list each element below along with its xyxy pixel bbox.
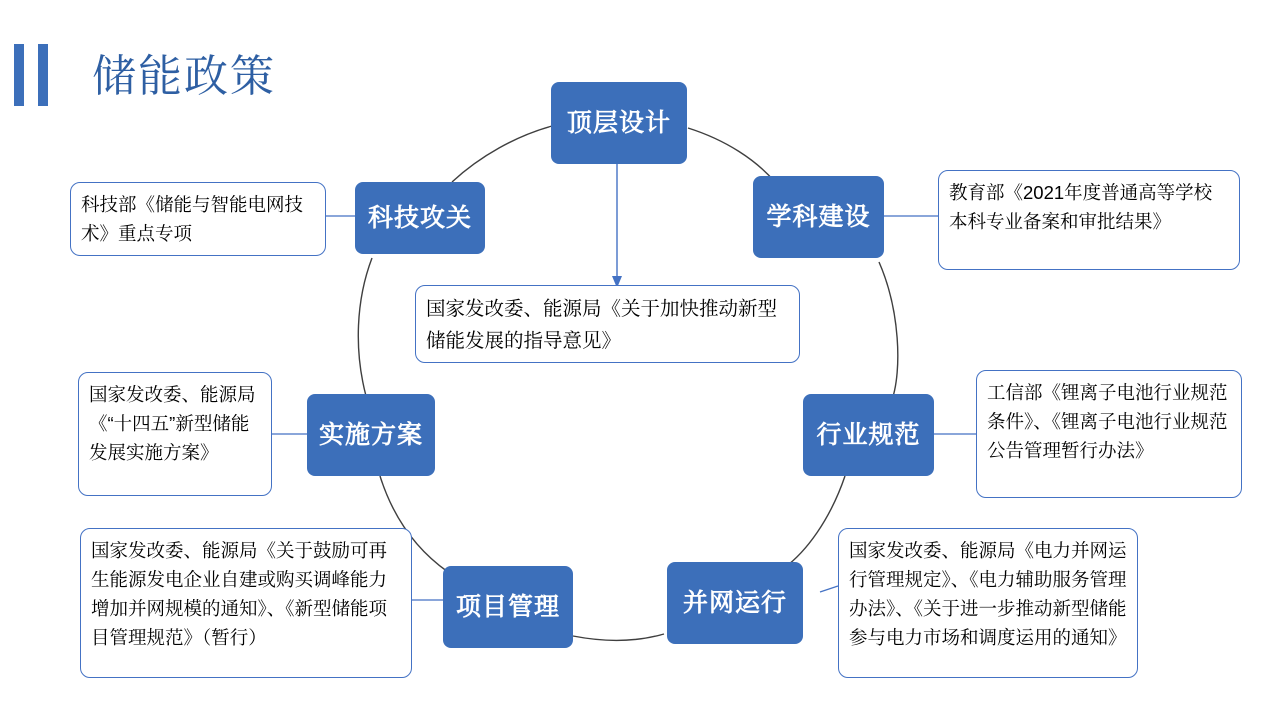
- note-grid-connect: [838, 528, 1138, 678]
- cycle-node-project-mgmt[interactable]: [443, 566, 573, 648]
- cycle-node-implement[interactable]: [307, 394, 435, 476]
- cycle-node-grid-connect[interactable]: [667, 562, 803, 644]
- page-title: 储能政策: [92, 52, 276, 101]
- cycle-node-label: 学科建设: [766, 203, 871, 231]
- note-discipline: [938, 170, 1240, 270]
- note-text: 国家发改委、能源局《“十四五”新型储能发展实施方案》: [89, 384, 256, 463]
- note-center: [415, 285, 800, 363]
- note-industry-norm: [976, 370, 1242, 498]
- cycle-node-label: 并网运行: [682, 589, 787, 617]
- cycle-node-label: 实施方案: [318, 421, 423, 449]
- note-tech-research: [70, 182, 326, 256]
- note-implement: [78, 372, 272, 496]
- cycle-node-industry-norm[interactable]: [803, 394, 934, 476]
- note-text: 教育部《2021年度普通高等学校本科专业备案和审批结果》: [949, 182, 1213, 232]
- cycle-node-top-design[interactable]: [551, 82, 687, 164]
- note-project-mgmt: [80, 528, 412, 678]
- note-text: 国家发改委、能源局《关于鼓励可再生能源发电企业自建或购买调峰能力增加并网规模的通知》、《新型储能项目管理规范》（暂行）: [91, 540, 388, 648]
- cycle-node-label: 行业规范: [816, 421, 921, 449]
- cycle-node-tech-research[interactable]: [355, 182, 485, 254]
- cycle-node-label: 项目管理: [455, 593, 560, 621]
- cycle-node-label: 科技攻关: [367, 204, 472, 232]
- note-text: 科技部《储能与智能电网技术》重点专项: [81, 194, 304, 244]
- note-text: 国家发改委、能源局《电力并网运行管理规定》、《电力辅助服务管理办法》、《关于进一步推动新型储能参与电力市场和调度运用的通知》: [849, 540, 1127, 648]
- cycle-node-label: 顶层设计: [566, 109, 671, 137]
- note-text: 工信部《锂离子电池行业规范条件》、《锂离子电池行业规范公告管理暂行办法》: [987, 382, 1228, 461]
- note-text: 国家发改委、能源局《关于加快推动新型储能发展的指导意见》: [426, 298, 778, 352]
- cycle-node-discipline[interactable]: [753, 176, 884, 258]
